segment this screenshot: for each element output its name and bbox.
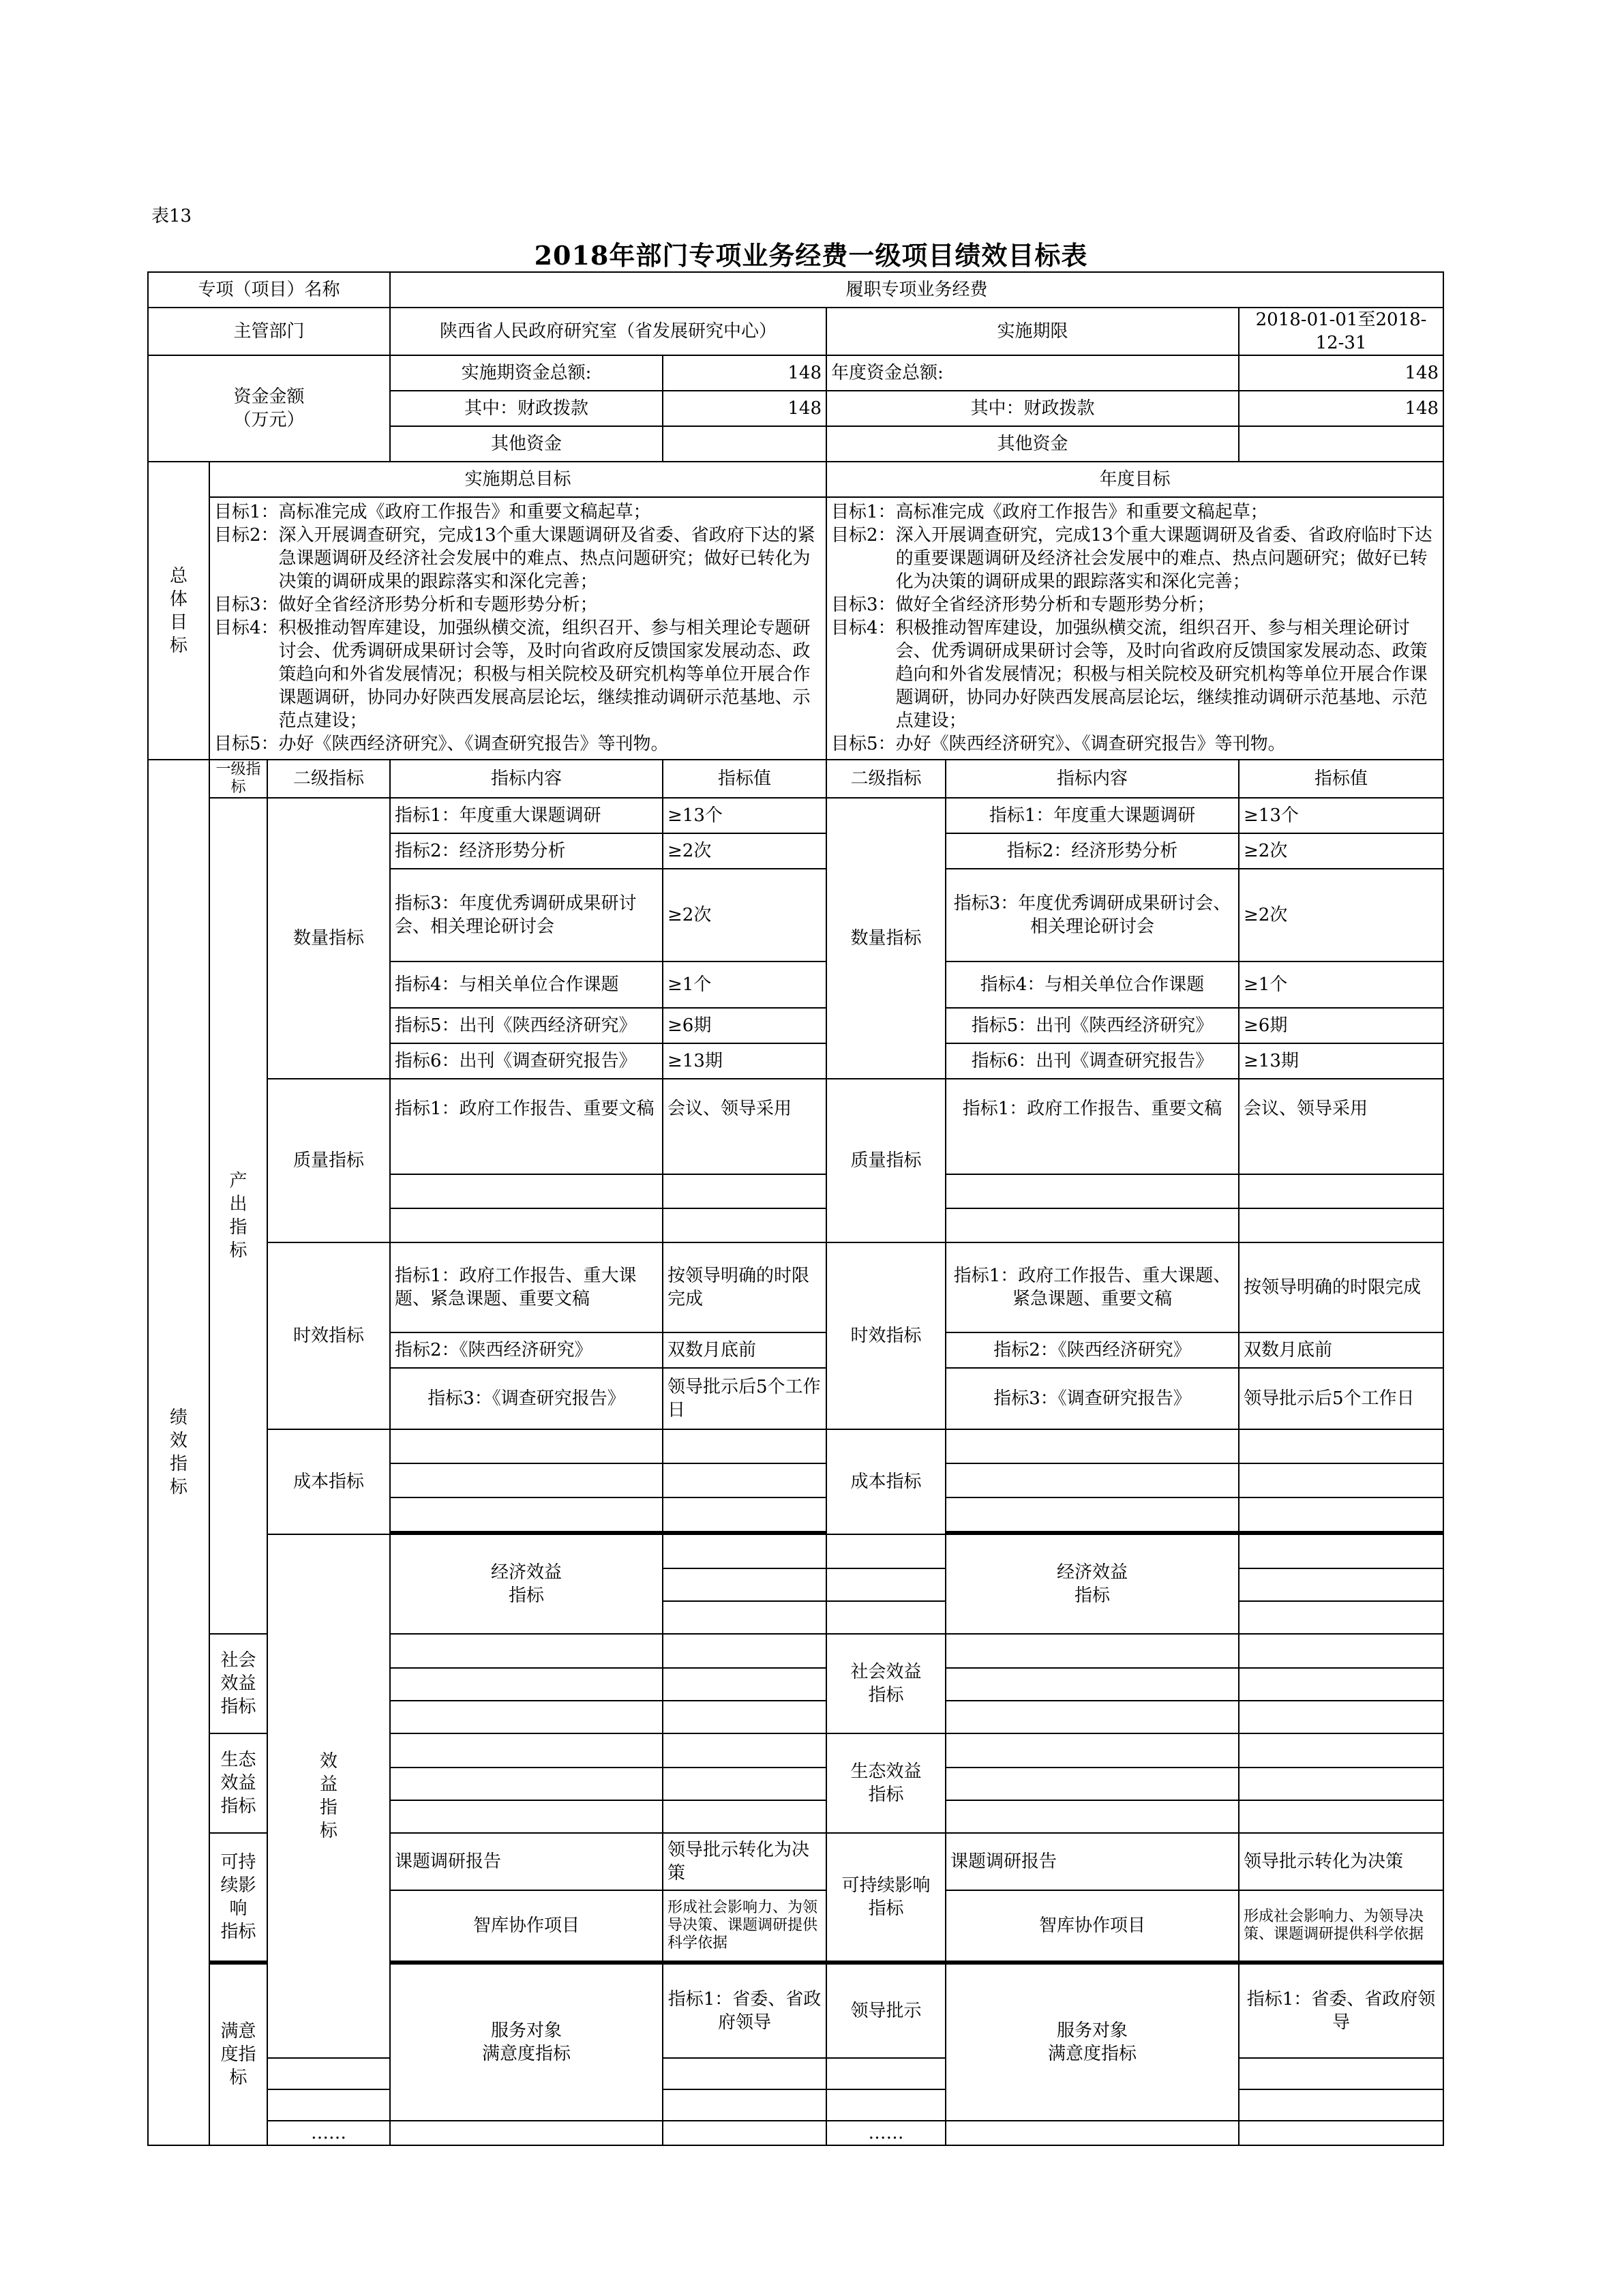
q-content-1: 指标1：年度重大课题调研 (390, 798, 663, 833)
economic-label: 经济效益 指标 (390, 1534, 663, 1634)
t-value-2: 双数月底前 (663, 1332, 826, 1368)
output-indicators-label: 产 出 指 标 (209, 798, 267, 1634)
fiscal-year-label: 其中：财政拨款 (826, 391, 1239, 426)
q-content-5: 指标5：出刊《陕西经济研究》 (390, 1008, 663, 1043)
q-content-3: 指标3：年度优秀调研成果研讨会、相关理论研讨会 (390, 869, 663, 961)
page-label: 表13 (151, 206, 192, 226)
q-value-1: ≥13个 (663, 798, 826, 833)
fund-amount-label: 资金金额 （万元） (148, 355, 390, 462)
value-header: 指标值 (663, 760, 826, 798)
t-content-2: 指标2：《陕西经济研究》 (390, 1332, 663, 1368)
sat-value-1: 领导批示 (826, 1964, 946, 2058)
quantity-label-year: 数量指标 (826, 798, 946, 1079)
fiscal-year-value: 148 (1239, 391, 1443, 426)
period-value: 2018-01-01至2018-12-31 (1239, 308, 1443, 355)
project-name-label: 专项（项目）名称 (148, 272, 390, 308)
timeliness-label: 时效指标 (267, 1242, 390, 1429)
ellipsis-year: …… (826, 2121, 946, 2145)
satisfaction-indicators-label: 满意 度指 标 (209, 1964, 267, 2145)
s-value-1-year: 领导批示转化为决策 (1239, 1833, 1443, 1890)
t-value-2-year: 双数月底前 (1239, 1332, 1443, 1368)
other-impl-value (663, 426, 826, 462)
q-value-4: ≥1个 (663, 961, 826, 1008)
dept-label: 主管部门 (148, 308, 390, 355)
q-value-5-year: ≥6期 (1239, 1008, 1443, 1043)
dept-value: 陕西省人民政府研究室（省发展研究中心） (390, 308, 826, 355)
s-content-1-year: 课题调研报告 (946, 1833, 1239, 1890)
impl-goals-header: 实施期总目标 (209, 462, 826, 497)
performance-indicators-label: 绩 效 指 标 (148, 760, 209, 2145)
q-value-2: ≥2次 (663, 833, 826, 869)
timeliness-label-year: 时效指标 (826, 1242, 946, 1429)
quality-value-1-year: 会议、领导采用 (1239, 1079, 1443, 1174)
project-name: 履职专项业务经费 (390, 272, 1443, 308)
cost-label: 成本指标 (267, 1429, 390, 1534)
t-content-3: 指标3：《调查研究报告》 (390, 1368, 663, 1429)
s-content-1: 课题调研报告 (390, 1833, 663, 1890)
content-header-year: 指标内容 (946, 760, 1239, 798)
sustain-label-year: 可持续影响 指标 (826, 1833, 946, 1961)
t-content-3-year: 指标3：《调查研究报告》 (946, 1368, 1239, 1429)
total-year-value: 148 (1239, 355, 1443, 391)
q-value-3-year: ≥2次 (1239, 869, 1443, 961)
ecological-label: 生态效益 指标 (209, 1733, 267, 1833)
t-content-1: 指标1：政府工作报告、重大课题、紧急课题、重要文稿 (390, 1242, 663, 1332)
performance-goal-table (147, 271, 1444, 2146)
total-impl-value: 148 (663, 355, 826, 391)
q-content-5-year: 指标5：出刊《陕西经济研究》 (946, 1008, 1239, 1043)
s-value-1: 领导批示转化为决策 (663, 1833, 826, 1890)
other-year-value (1239, 426, 1443, 462)
content-header: 指标内容 (390, 760, 663, 798)
ecological-label-year: 生态效益 指标 (826, 1733, 946, 1833)
quantity-label: 数量指标 (267, 798, 390, 1079)
total-year-label: 年度资金总额: (826, 355, 1239, 391)
impl-goals-text: 目标1： 高标准完成《政府工作报告》和重要文稿起草； 目标2： 深入开展调查研究，完成13个重大课题调研及省委、省政府下达的紧急课题调研及经济社会发展中的难点、热点问题研究；做好已转化为决策的调研成果的跟踪落实和深化完善； 目标3： 做好全省经济形势分析和专题形势分析； 目标4： 积极推动智库建设，加强纵横交流，组织召开、参与相关理论专题研讨会、优秀调研成果研讨会等，及时向省政府反馈国家发展动态、政策趋向和外省发展情况；积极与相关院校及研究机构等单位开展合作课题调研，协同办好陕西发展高层论坛，继续推动调研示范基地、示范点建设； 目标5： 办好《陕西经济研究》、《调查研究报告》等刊物。 (209, 497, 826, 760)
t-content-2-year: 指标2：《陕西经济研究》 (946, 1332, 1239, 1368)
quality-content-1-year: 指标1：政府工作报告、重要文稿 (946, 1079, 1239, 1174)
level1-header: 一级指标 (209, 760, 267, 798)
t-value-3-year: 领导批示后5个工作日 (1239, 1368, 1443, 1429)
fiscal-impl-label: 其中：财政拨款 (390, 391, 663, 426)
q-content-1-year: 指标1：年度重大课题调研 (946, 798, 1239, 833)
social-label: 社会效益 指标 (209, 1634, 267, 1733)
level2-header: 二级指标 (267, 760, 390, 798)
quality-content-1: 指标1：政府工作报告、重要文稿 (390, 1079, 663, 1174)
q-value-6-year: ≥13期 (1239, 1043, 1443, 1079)
page-title: 2018年部门专项业务经费一级项目绩效目标表 (534, 240, 1088, 271)
q-content-2-year: 指标2：经济形势分析 (946, 833, 1239, 869)
quality-label: 质量指标 (267, 1079, 390, 1242)
q-value-5: ≥6期 (663, 1008, 826, 1043)
q-content-3-year: 指标3：年度优秀调研成果研讨会、相关理论研讨会 (946, 869, 1239, 961)
other-year-label: 其他资金 (826, 426, 1239, 462)
q-value-1-year: ≥13个 (1239, 798, 1443, 833)
q-content-2: 指标2：经济形势分析 (390, 833, 663, 869)
quality-label-year: 质量指标 (826, 1079, 946, 1242)
cost-label-year: 成本指标 (826, 1429, 946, 1534)
q-content-6: 指标6：出刊《调查研究报告》 (390, 1043, 663, 1079)
t-value-3: 领导批示后5个工作日 (663, 1368, 826, 1429)
t-value-1-year: 按领导明确的时限完成 (1239, 1242, 1443, 1332)
total-impl-label: 实施期资金总额: (390, 355, 663, 391)
period-label: 实施期限 (826, 308, 1239, 355)
s-value-2: 形成社会影响力、为领导决策、课题调研提供科学依据 (663, 1890, 826, 1961)
other-impl-label: 其他资金 (390, 426, 663, 462)
s-content-2-year: 智库协作项目 (946, 1890, 1239, 1961)
overall-goals-label: 总 体 目 标 (148, 462, 209, 760)
ellipsis: …… (267, 2121, 390, 2145)
quality-value-1: 会议、领导采用 (663, 1079, 826, 1174)
economic-label-year: 经济效益 指标 (946, 1534, 1239, 1634)
q-value-3: ≥2次 (663, 869, 826, 961)
t-content-1-year: 指标1：政府工作报告、重大课题、紧急课题、重要文稿 (946, 1242, 1239, 1332)
q-content-6-year: 指标6：出刊《调查研究报告》 (946, 1043, 1239, 1079)
q-content-4: 指标4：与相关单位合作课题 (390, 961, 663, 1008)
level2-header-year: 二级指标 (826, 760, 946, 798)
year-goals-text: 目标1： 高标准完成《政府工作报告》和重要文稿起草； 目标2： 深入开展调查研究，完成13个重大课题调研及省委、省政府临时下达的重要课题调研及经济社会发展中的难点、热点问题研究；做好已转化为决策的调研成果的跟踪落实和深化完善； 目标3： 做好全省经济形势分析和专题形势分析； 目标4： 积极推动智库建设，加强纵横交流，组织召开、参与相关理论研讨会、优秀调研成果研讨会等，及时向省政府反馈国家发展动态、政策趋向和外省发展情况；积极与相关院校及研究机构等单位开展合作课题调研，协同办好陕西发展高层论坛，继续推动调研示范基地、示范点建设； 目标5： 办好《陕西经济研究》、《调查研究报告》等刊物。 (826, 497, 1443, 760)
sustain-label: 可持续影响 指标 (209, 1833, 267, 1961)
q-content-4-year: 指标4：与相关单位合作课题 (946, 961, 1239, 1008)
s-content-2: 智库协作项目 (390, 1890, 663, 1961)
service-label: 服务对象 满意度指标 (390, 1964, 663, 2121)
s-value-2-year: 形成社会影响力、为领导决策、课题调研提供科学依据 (1239, 1890, 1443, 1961)
fiscal-impl-value: 148 (663, 391, 826, 426)
year-goals-header: 年度目标 (826, 462, 1443, 497)
q-value-2-year: ≥2次 (1239, 833, 1443, 869)
sat-content-1: 指标1：省委、省政府领导 (663, 1964, 826, 2058)
service-label-year: 服务对象 满意度指标 (946, 1964, 1239, 2121)
value-header-year: 指标值 (1239, 760, 1443, 798)
t-value-1: 按领导明确的时限完成 (663, 1242, 826, 1332)
benefit-indicators-label: 效 益 指 标 (267, 1534, 390, 2058)
q-value-4-year: ≥1个 (1239, 961, 1443, 1008)
social-label-year: 社会效益 指标 (826, 1634, 946, 1733)
q-value-6: ≥13期 (663, 1043, 826, 1079)
sat-content-1-year: 指标1：省委、省政府领导 (1239, 1964, 1443, 2058)
